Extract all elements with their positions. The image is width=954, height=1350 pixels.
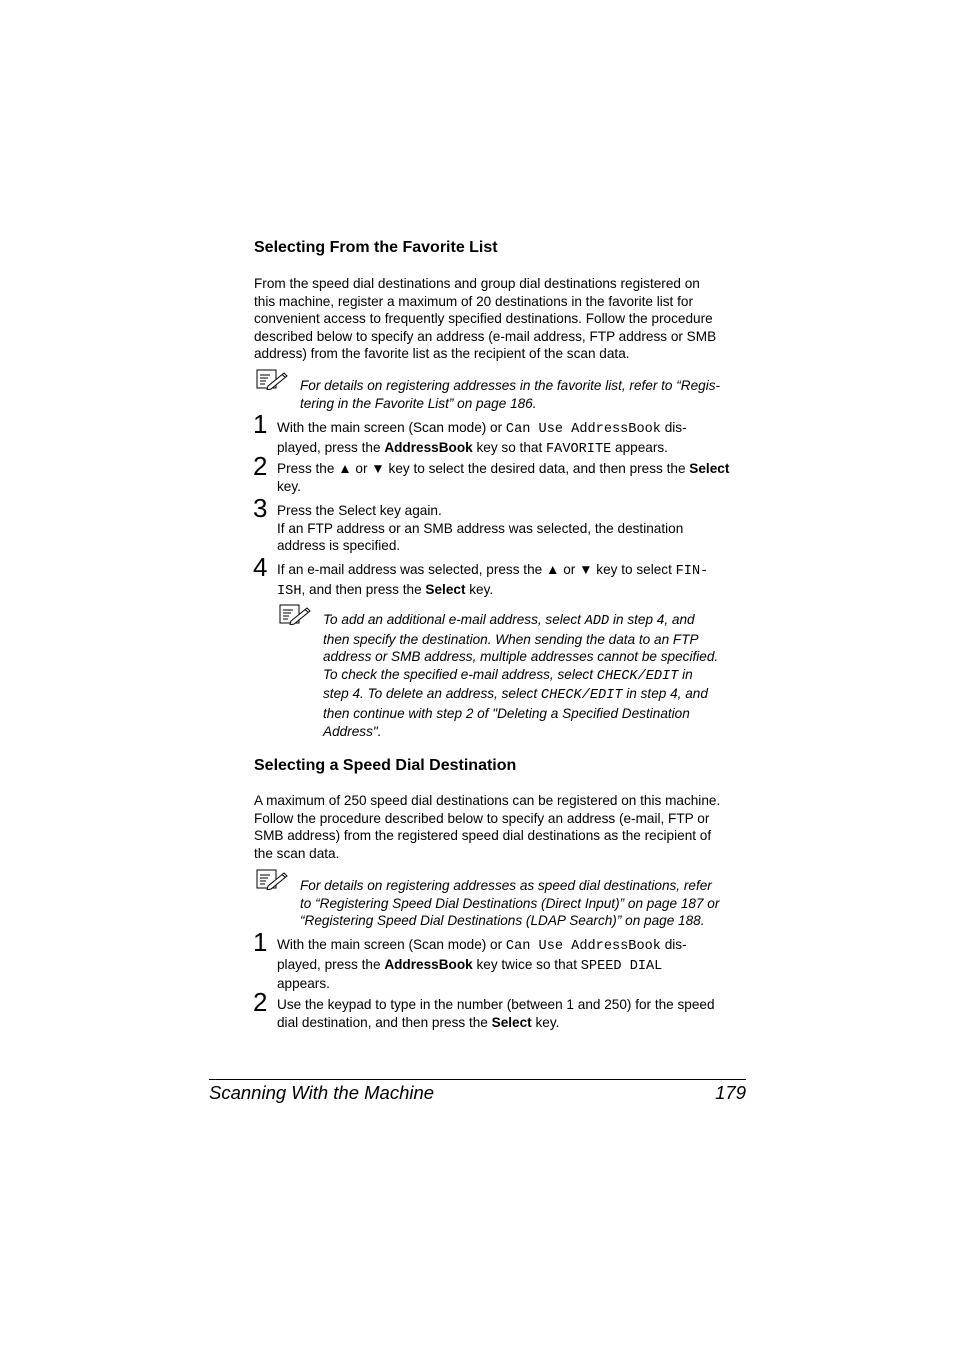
code-text: ISH [277, 583, 302, 599]
code-text: FAVORITE [546, 441, 612, 457]
code-text: ADD [584, 614, 610, 629]
section-heading-favorite-list: Selecting From the Favorite List [254, 239, 498, 256]
step-number: 3 [253, 493, 268, 523]
note-icon [277, 603, 311, 625]
speed-step-2-text: Use the keypad to type in the number (between 1 and 250) for the speed dial destination, and then press the Select key. [277, 997, 715, 1030]
note-line: to “Registering Speed Dial Destinations (Direct Input)” on page 187 or [300, 895, 720, 911]
intro-line: the scan data. [254, 845, 340, 861]
intro-line: convenient access to frequently specified destinations. Follow the procedure [254, 311, 713, 327]
speed-step-1-text: With the main screen (Scan mode) or Can Use AddressBook dis- played, press the AddressBook key twice so that SPEED DIAL appears. [277, 937, 687, 992]
footer-rule [209, 1079, 746, 1080]
key-name: Select [491, 1014, 532, 1030]
favorite-list-note [300, 377, 760, 412]
section-heading-speed-dial: Selecting a Speed Dial Destination [254, 757, 517, 774]
speed-dial-note [300, 877, 760, 930]
step-number: 1 [253, 409, 268, 439]
step-number: 1 [253, 927, 268, 957]
note-line: For details on registering addresses in the favorite list, refer to “Regis- [300, 378, 721, 393]
code-text: SPEED DIAL [580, 958, 663, 974]
key-name: AddressBook [384, 956, 473, 972]
step-3-text: Press the Select key again. If an FTP address or an SMB address was selected, the destination address is specified. [277, 503, 684, 554]
intro-line: Follow the procedure described below to specify an address (e-mail, FTP or [254, 810, 710, 826]
intro-line: A maximum of 250 speed dial destinations can be registered on this machine. [254, 793, 721, 808]
intro-line: described below to specify an address (e-mail address, FTP address or SMB [254, 328, 717, 344]
page-number: 179 [715, 1082, 746, 1103]
note-icon [254, 368, 288, 390]
note-line: “Registering Speed Dial Destinations (LDAP Search)” on page 188. [300, 913, 705, 929]
note-icon [254, 868, 288, 890]
code-text: Can Use AddressBook [505, 939, 661, 954]
step-4-text: If an e-mail address was selected, press the ▲ or ▼ key to select FIN- ISH, and then press the Select key. [277, 562, 709, 599]
intro-line: address) from the favorite list as the recipient of the scan data. [254, 346, 630, 362]
code-text: Can Use AddressBook [505, 422, 661, 437]
speed-dial-intro [254, 792, 754, 862]
intro-line: this machine, register a maximum of 20 destinations in the favorite list for [254, 293, 693, 309]
step-4-note: To add an additional e-mail address, select ADD in step 4, and then specify the destination. When sending the data to an FTP address or SMB address, multiple addresses cannot be specified. To check the specified e-mail address, select CHECK/EDIT in step 4. To delete an address, select CHECK/EDIT in step 4, and then continue with step 2 of "Deleting a Specified Destination Address". [323, 612, 719, 739]
note-line: For details on registering addresses as speed dial destinations, refer [300, 878, 712, 893]
step-2-text: Press the ▲ or ▼ key to select the desired data, and then press the Select key. [277, 461, 730, 494]
favorite-list-intro [254, 275, 754, 363]
intro-line: SMB address) from the registered speed dial destinations as the recipient of [254, 828, 712, 844]
key-name: AddressBook [384, 439, 473, 455]
footer-title: Scanning With the Machine [209, 1082, 435, 1103]
code-text: CHECK/EDIT [596, 668, 679, 684]
code-text: CHECK/EDIT [540, 688, 623, 704]
intro-line: From the speed dial destinations and group dial destinations registered on [254, 276, 700, 291]
step-number: 4 [253, 552, 268, 582]
code-text: FIN- [675, 564, 709, 579]
key-name: Select [425, 581, 466, 597]
step-number: 2 [253, 451, 268, 481]
step-1-text: With the main screen (Scan mode) or Can Use AddressBook dis- played, press the AddressBook key so that FAVORITE appears. [277, 420, 687, 457]
note-line: tering in the Favorite List” on page 186. [300, 395, 537, 411]
key-name: Select [689, 461, 730, 476]
step-number: 2 [253, 987, 268, 1017]
